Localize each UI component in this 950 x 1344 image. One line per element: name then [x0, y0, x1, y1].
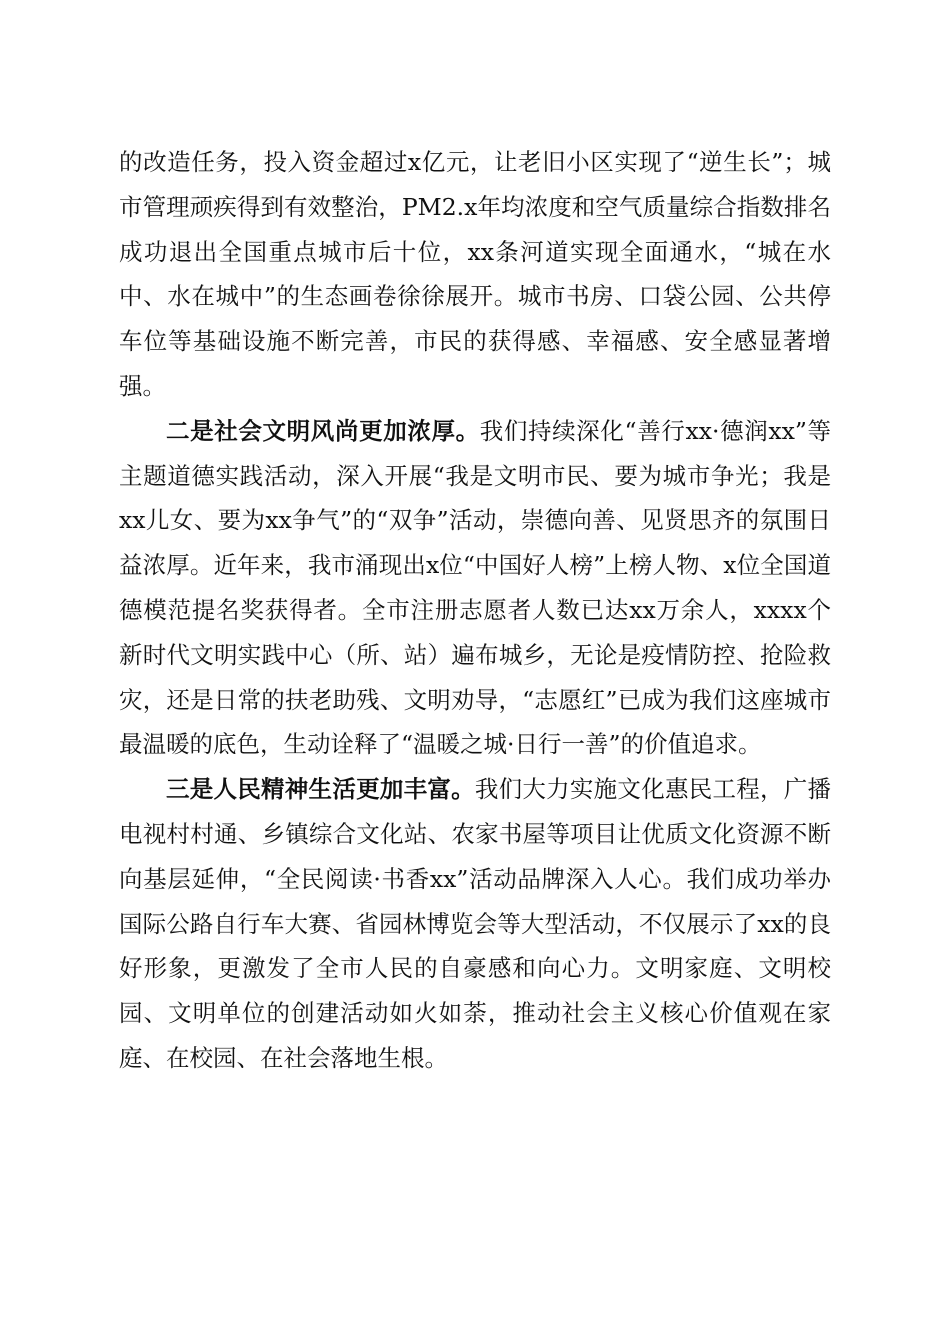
paragraph-text: 我们大力实施文化惠民工程，广播电视村村通、乡镇综合文化站、农家书屋等项目让优质文化资源不断向基层延伸，“全民阅读·书香xx”活动品牌深入人心。我们成功举办国际公路自行车大赛、省园林博览会等大型活动，不仅展示了xx的良好形象，更激发了全市人民的自豪感和向心力。文明家庭、文明校园、文明单位的创建活动如火如荼，推动社会主义核心价值观在家庭、在校园、在社会落地生根。 — [119, 775, 832, 1072]
paragraph-spiritual-life — [119, 767, 831, 1081]
paragraph-text: 的改造任务，投入资金超过x亿元，让老旧小区实现了“逆生长”；城市管理顽疾得到有效整治，PM2.x年均浓度和空气质量综合指数排名成功退出全国重点城市后十位，xx条河道实现全面通水，“城在水中、水在城中”的生态画卷徐徐展开。城市书房、口袋公园、公共停车位等基础设施不断完善，市民的获得感、幸福感、安全感显著增强。 — [119, 148, 831, 400]
paragraph-lead: 二是社会文明风尚更加浓厚。 — [166, 416, 480, 445]
paragraph-urban-renewal — [119, 140, 831, 409]
paragraph-text: 我们持续深化“善行xx·德润xx”等主题道德实践活动，深入开展“我是文明市民、要为城市争光；我是xx儿女、要为xx争气”的“双争”活动，崇德向善、见贤思齐的氛围日益浓厚。近年来，我市涌现出x位“中国好人榜”上榜人物、x位全国道德模范提名奖获得者。全市注册志愿者人数已达xx万余人，xxxx个新时代文明实践中心（所、站）遍布城乡，无论是疫情防控、抢险救灾，还是日常的扶老助残、文明劝导，“志愿红”已成为我们这座城市最温暖的底色，生动诠释了“温暖之城·日行一善”的价值追求。 — [119, 416, 832, 759]
document-body — [119, 140, 831, 1081]
paragraph-lead: 三是人民精神生活更加丰富。 — [166, 775, 475, 804]
paragraph-social-civilization — [119, 409, 831, 767]
